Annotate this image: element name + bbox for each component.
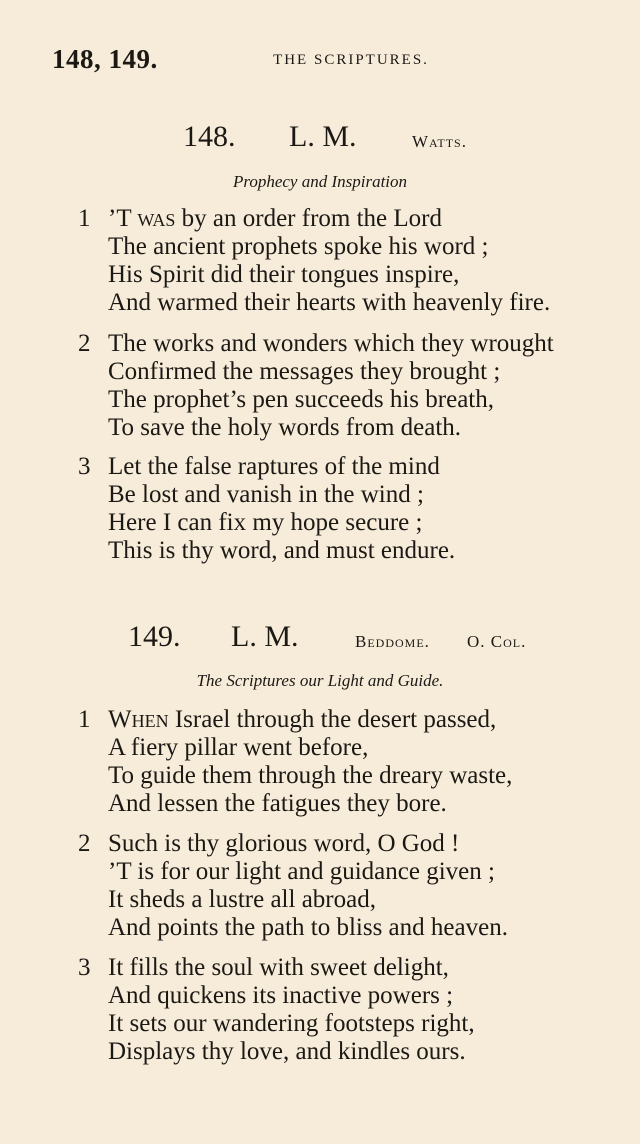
hymn-author: Beddome. xyxy=(355,632,430,651)
stanza-number: 1 xyxy=(78,706,91,733)
stanza-line: A fiery pillar went before, xyxy=(108,734,369,761)
hymn-148-heading xyxy=(0,120,640,160)
stanza-line: Confirmed the messages they brought ; xyxy=(108,358,501,385)
hymn-149-subtitle: The Scriptures our Light and Guide. xyxy=(196,671,444,690)
stanza-line: Displays thy love, and kindles ours. xyxy=(108,1038,466,1065)
stanza-line: To save the holy words from death. xyxy=(108,414,462,441)
running-title: THE SCRIPTURES. xyxy=(273,52,429,68)
stanza-line: ’T is for our light and guidance given ; xyxy=(108,858,495,885)
stanza-line: The works and wonders which they wrought xyxy=(108,330,554,357)
first-word: When xyxy=(108,706,169,733)
hymn-number: 149. xyxy=(128,620,181,653)
first-word: ’T was xyxy=(108,205,176,232)
stanza-number: 2 xyxy=(78,830,91,857)
hymn-number: 148. xyxy=(183,120,236,153)
stanza-number: 2 xyxy=(78,330,91,357)
stanza-line: His Spirit did their tongues inspire, xyxy=(108,261,460,288)
stanza-line: This is thy word, and must endure. xyxy=(108,537,456,564)
stanza-line: And points the path to bliss and heaven. xyxy=(108,914,508,941)
hymn-tune: O. Col. xyxy=(467,632,527,651)
stanza-line: Be lost and vanish in the wind ; xyxy=(108,481,424,508)
stanza-line xyxy=(108,205,550,233)
hymn-149-heading xyxy=(0,620,640,660)
hymn-148-subtitle: Prophecy and Inspiration xyxy=(232,172,408,191)
hymn-meter: L. M. xyxy=(231,620,299,653)
stanza-number: 3 xyxy=(78,453,91,480)
stanza-line: And lessen the fatigues they bore. xyxy=(108,790,447,817)
stanza-line: It fills the soul with sweet delight, xyxy=(108,954,449,981)
stanza-line: It sets our wandering footsteps right, xyxy=(108,1010,475,1037)
page-numbers: 148, 149. xyxy=(52,44,158,74)
stanza-line: It sheds a lustre all abroad, xyxy=(108,886,376,913)
stanza-line: Here I can fix my hope secure ; xyxy=(108,509,423,536)
stanza-line: And quickens its inactive powers ; xyxy=(108,982,454,1009)
stanza-line: To guide them through the dreary waste, xyxy=(108,762,513,789)
stanza-line: Let the false raptures of the mind xyxy=(108,453,440,480)
line-text: by an order from the Lord xyxy=(181,205,442,232)
running-head xyxy=(52,44,612,76)
stanza-line: The prophet’s pen succeeds his breath, xyxy=(108,386,494,413)
stanza-line: And warmed their hearts with heavenly fire. xyxy=(108,289,551,316)
stanza-number: 3 xyxy=(78,954,91,981)
stanza-number: 1 xyxy=(78,205,91,232)
hymn-author: Watts. xyxy=(412,132,467,151)
line-text: Israel through the desert passed, xyxy=(174,706,497,733)
stanza-line xyxy=(108,706,512,734)
stanza-line: Such is thy glorious word, O God ! xyxy=(108,830,460,857)
stanza-line: The ancient prophets spoke his word ; xyxy=(108,233,489,260)
hymn-meter: L. M. xyxy=(289,120,357,153)
